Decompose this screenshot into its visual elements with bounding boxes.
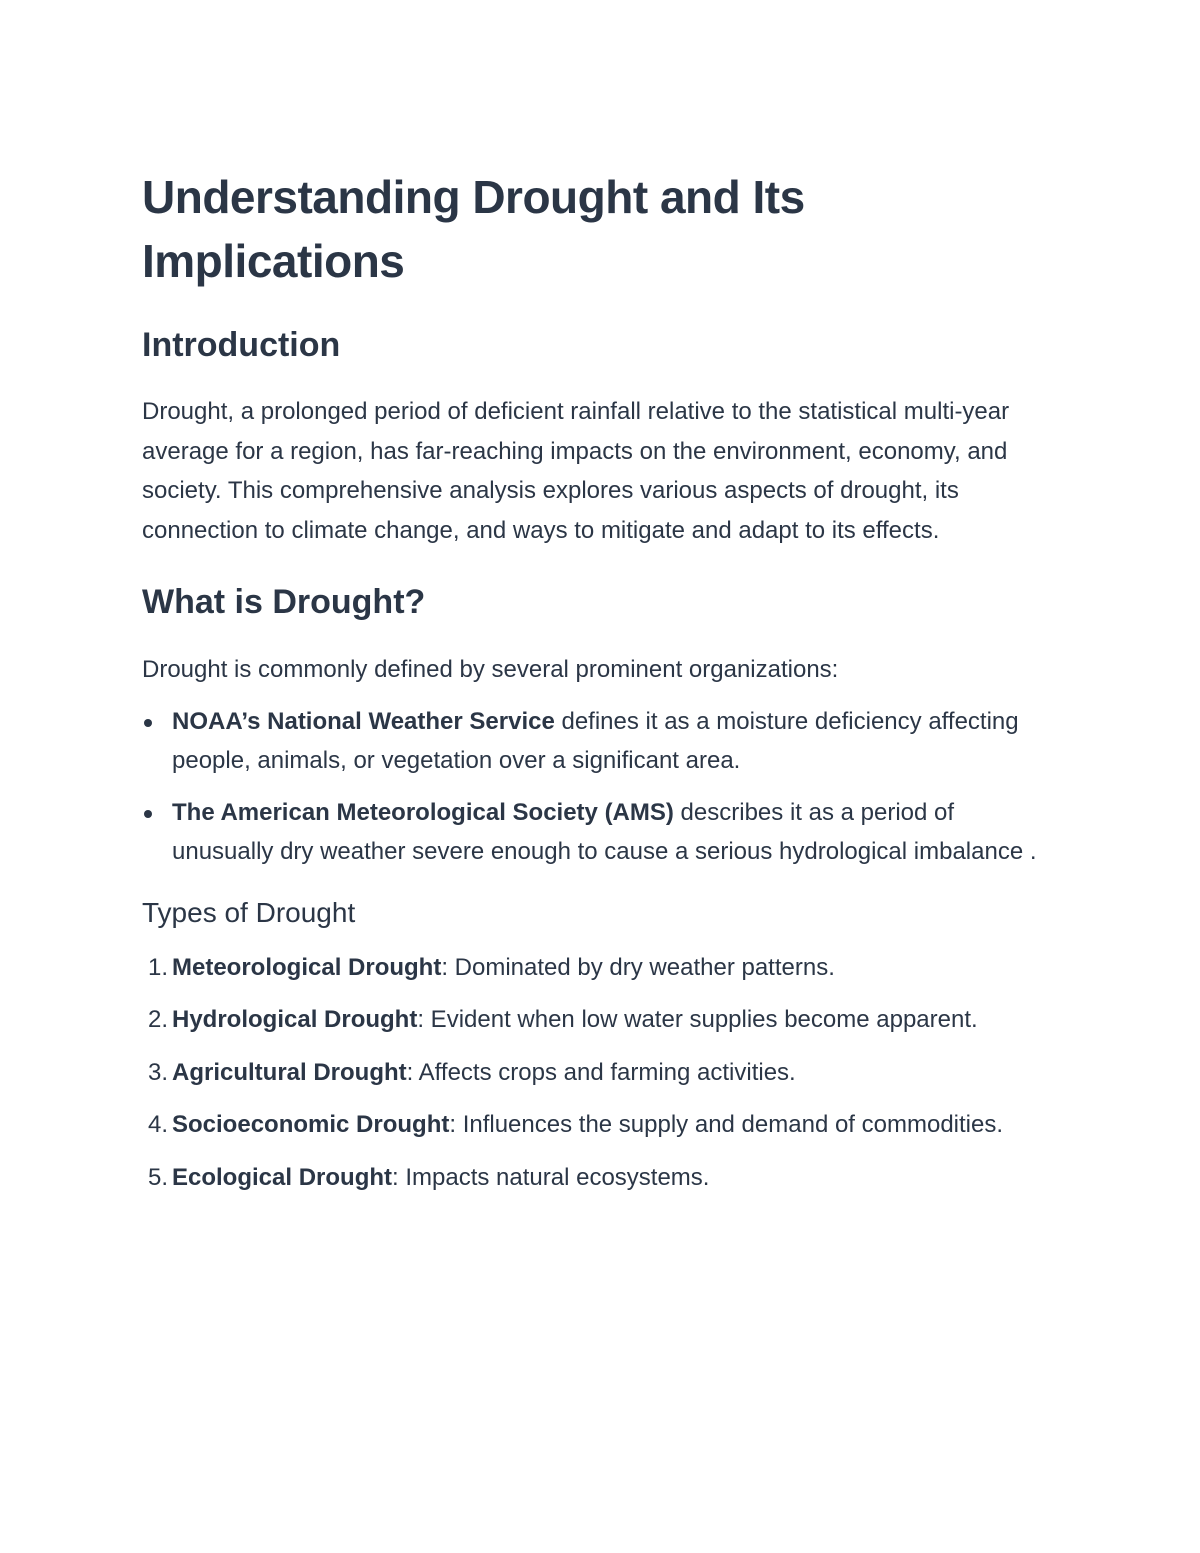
- list-number: 5.: [147, 1163, 168, 1191]
- type-description: : Dominated by dry weather patterns.: [441, 953, 835, 981]
- definition-text: defines it as a moisture deficiency affecting people, animals, or vegetation over a significant area.: [172, 707, 1019, 774]
- type-name: Hydrological Drought: [172, 1006, 418, 1033]
- bullet-icon: [144, 719, 152, 727]
- list-item: [142, 1105, 1062, 1145]
- list-item: [142, 793, 1062, 872]
- definitions-list: [142, 702, 1062, 872]
- type-name: Agricultural Drought: [172, 1058, 407, 1086]
- list-number: 3.: [147, 1058, 168, 1086]
- list-item: [142, 1158, 1062, 1198]
- type-description: : Influences the supply and demand of commodities.: [449, 1111, 1004, 1138]
- types-heading: Types of Drought: [142, 896, 356, 928]
- document-title: Understanding Drought and Its Implications: [142, 171, 805, 287]
- definition-org: The American Meteorological Society (AMS): [172, 798, 674, 826]
- type-name: Socioeconomic Drought: [172, 1111, 450, 1138]
- list-number: 2.: [147, 1006, 168, 1033]
- introduction-paragraph: Drought, a prolonged period of deficient rainfall relative to the statistical multi-year average for a region, has far-reaching impacts on the environment, economy, and society. This comprehensive analysis explores various aspects of drought, its connection to climate change, and ways to mitigate and adapt to its effects.: [142, 398, 1010, 544]
- bullet-icon: [144, 810, 152, 818]
- type-name: Ecological Drought: [172, 1163, 393, 1191]
- list-item: [142, 702, 1062, 781]
- introduction-heading: Introduction: [142, 326, 341, 364]
- list-number: 4.: [147, 1111, 168, 1138]
- what-is-drought-heading: What is Drought?: [142, 583, 426, 621]
- type-description: : Evident when low water supplies become apparent.: [417, 1006, 978, 1033]
- list-item: [142, 948, 1062, 988]
- list-item: [142, 1000, 1062, 1040]
- type-description: : Impacts natural ecosystems.: [392, 1163, 710, 1191]
- types-list: [142, 948, 1062, 1198]
- type-description: : Affects crops and farming activities.: [406, 1058, 796, 1086]
- list-number: 1.: [147, 953, 168, 981]
- definition-org: NOAA’s National Weather Service: [172, 707, 555, 735]
- type-name: Meteorological Drought: [172, 953, 442, 981]
- definition-text: describes it as a period of unusually dry weather severe enough to cause a serious hydrological imbalance .: [172, 798, 1037, 865]
- document-page: [142, 165, 1062, 1210]
- what-is-drought-paragraph: Drought is commonly defined by several prominent organizations:: [142, 656, 839, 683]
- list-item: [142, 1053, 1062, 1093]
